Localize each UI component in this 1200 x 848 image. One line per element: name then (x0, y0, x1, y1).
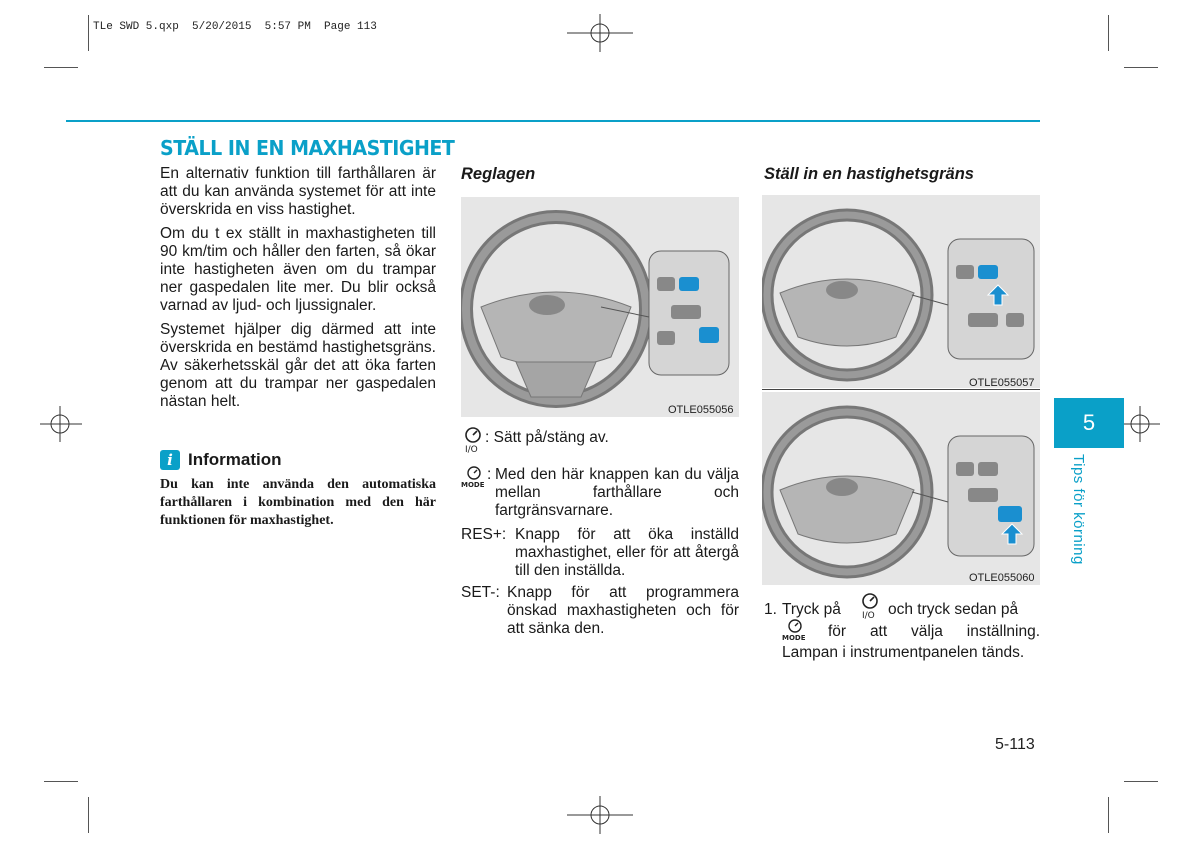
controls-heading: Reglagen (461, 165, 536, 183)
print-slug: TLe SWD 5.qxp 5/20/2015 5:57 PM Page 113 (93, 21, 377, 33)
step-1 (764, 599, 1042, 689)
set-limit-heading: Ställ in en hastighetsgräns (764, 165, 974, 183)
information-title: Information (188, 450, 282, 469)
chapter-label: Tips för körning (1070, 454, 1087, 565)
chapter-tab: 5 (1054, 398, 1124, 448)
legend-item-limiter (463, 426, 739, 462)
crop-mark (1108, 797, 1109, 833)
svg-text:I/O: I/O (465, 445, 478, 454)
steering-wheel-illustration (762, 392, 1040, 585)
crop-mark (88, 797, 89, 833)
legend-term: RES+: (461, 526, 507, 543)
header-rule (66, 120, 1040, 122)
legend-colon: : (485, 429, 490, 446)
registration-mark-right (1118, 404, 1160, 444)
mode-label: MODE (461, 481, 485, 488)
registration-mark-bottom (567, 794, 633, 836)
section-title: STÄLL IN EN MAXHASTIGHET (160, 136, 455, 160)
legend-desc: Knapp för att öka inställd maxhastighet, eller för att återgå till den inställda. (515, 526, 739, 579)
legend-desc: Knapp för att programmera önskad maxhastigheten och för att sänka den. (507, 584, 739, 637)
figure-divider (762, 389, 1040, 390)
legend-item-set (461, 584, 739, 640)
intro-paragraph: Systemet hjälper dig därmed att inte överskrida en bestämd hastighetsgräns. Av säkerhetsskäl går det att öka farten genom att du trampar ner gaspedalen nästan helt. (160, 321, 436, 410)
mode-button-icon (461, 466, 492, 488)
steering-wheel-figure (461, 197, 739, 417)
speed-limiter-icon (463, 426, 485, 454)
legend-item-res (461, 526, 739, 582)
figure-code: OTLE055060 (969, 572, 1035, 584)
information-body: Du kan inte använda den automatiska farthållaren i kombination med den här funktionen för maxhastighet. (160, 477, 436, 528)
steering-wheel-illustration (461, 197, 739, 417)
steering-wheel-illustration (762, 195, 1040, 388)
steering-wheel-figure-1 (762, 195, 1040, 388)
intro-paragraph: En alternativ funktion till farthållaren är att du kan använda systemet för att inte överskrida en viss hastighet. (160, 165, 436, 218)
step-number: 1. (764, 601, 777, 618)
step-text: och tryck sedan på (888, 601, 1019, 618)
legend-item-mode (461, 466, 739, 522)
legend-desc: Med den här knappen kan du välja mellan farthållare och fartgränsvarnare. (495, 466, 739, 519)
legend-desc: Sätt på/stäng av. (493, 429, 609, 446)
mode-label: MODE (782, 634, 806, 641)
step-text: för att välja inställning. Lampan i instrumentpanelen tänds. (782, 623, 1040, 661)
crop-mark (1124, 781, 1158, 782)
figure-code: OTLE055056 (668, 404, 734, 416)
intro-text (160, 165, 436, 417)
crop-mark (44, 67, 78, 68)
crop-mark (88, 15, 89, 51)
legend-colon: : (487, 466, 492, 483)
steering-wheel-figure-2 (762, 392, 1040, 585)
step-text: Tryck på (782, 601, 841, 618)
crop-mark (44, 781, 78, 782)
registration-mark-top (567, 12, 633, 54)
registration-mark-left (40, 404, 82, 444)
crop-mark (1124, 67, 1158, 68)
legend-term: SET-: (461, 584, 500, 601)
svg-text:I/O: I/O (862, 611, 875, 621)
figure-code: OTLE055057 (969, 377, 1035, 389)
intro-paragraph: Om du t ex ställt in maxhastigheten till 90 km/tim och håller den farten, så ökar inte hastigheten även om du trampar ner gaspedalen lite mer. Du blir också varnad av ljud- och ljussignaler. (160, 225, 436, 314)
information-heading (160, 450, 436, 470)
page-number: 5-113 (995, 736, 1035, 753)
crop-mark (1108, 15, 1109, 51)
info-icon: i (160, 450, 180, 470)
speed-limiter-icon (858, 593, 882, 621)
